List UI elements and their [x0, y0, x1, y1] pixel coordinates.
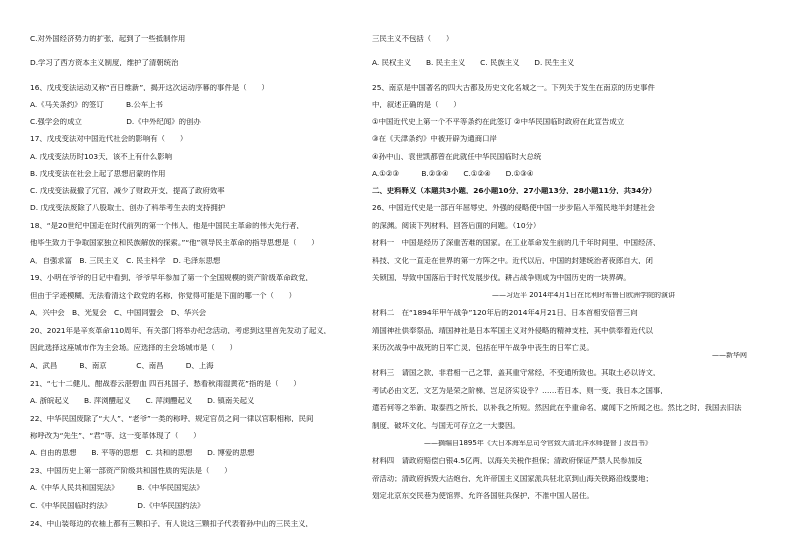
question-line: B. 戊戌变法在社会上起了思想启蒙的作用 — [30, 170, 166, 178]
material-line: 划定北京东交民巷为使馆界，允许各国驻兵保护，不准中国人居住。 — [372, 492, 594, 500]
question-line: 23、中国历史上第一部资产阶级共和国性质的宪法是（ ） — [30, 467, 232, 475]
question-line: 18、“是20世纪中国走在时代前列的第一个伟人，他是中国民主革命的伟大先行者， — [30, 222, 304, 230]
material-line: 材料二 在“1894年甲午战争”120年后的2014年4月21日，日本首相安倍晋三向 — [372, 309, 638, 317]
question-line: ③在《天津条约》中被开辟为通商口岸 — [372, 135, 497, 143]
question-line: D.学习了西方资本主义制度，维护了清朝统治 — [30, 59, 179, 67]
question-line: 称呼改为“先生”、“君”等，这一变革体现了（ ） — [30, 432, 201, 440]
material-line: 制度，破坏文化，与国无可存立之一大要因。 — [372, 422, 520, 430]
material-line: 材料三 请国之款，非君相一己之罪，盖其重守常经，不变通所致也。其取土必以诗文， — [372, 369, 661, 377]
question-line: 因此选择这座城市作为主会场。应选择的主会场城市是（ ） — [30, 344, 237, 352]
question-line: C.对外国经济势力的扩张，起到了一些抵制作用 — [30, 35, 186, 43]
question-line: ①中国近代史上第一个不平等条约在此签订 ②中华民国临时政府在此宣告成立 — [372, 118, 625, 126]
question-line: ④孙中山、袁世凯都曾在此就任中华民国临时大总统 — [372, 153, 542, 161]
question-line: 19、小明在爷爷的日记中看到，爷爷早年参加了第一个全国规模的资产阶级革命政党， — [30, 274, 313, 282]
question-line: A.《马关条约》的签订 B.公车上书 — [30, 101, 163, 109]
question-line: 的深渊。阅读下列材料，回答后面的问题。（10分） — [372, 222, 541, 230]
question-line: A、武昌 B、南京 C、南昌 D、上海 — [30, 362, 214, 370]
question-line: A. 自由的思想 B. 平等的思想 C. 共和的思想 D. 博爱的思想 — [30, 449, 255, 457]
question-line: 26、中国近代史是一部百年屈辱史，外强的侵略使中国一步步陷入半殖民地半封建社会 — [372, 204, 655, 212]
material-line: 靖国神社供奉祭品，靖国神社是日本军国主义对外侵略的精神支柱，其中供奉着近代以 — [372, 327, 653, 335]
material-source: ——新华网 — [712, 352, 747, 359]
question-line: D. 戊戌变法废除了八股取士，创办了科举考生去的支持拥护 — [30, 204, 226, 212]
material-line: 科技、文化一直走在世界的第一方阵之中。近代以后，中国的封建统治者夜郎自大，闭 — [372, 257, 653, 265]
material-line: 来历次战争中战死的日军亡灵，包括在甲午战争中丧生的日军亡灵。 — [372, 344, 594, 352]
question-line: 中，叙述正确的是（ ） — [372, 101, 461, 109]
material-line: 帝活动；清政府拆毁大沽炮台，允许帝国主义国家派兵驻北京到山海关铁路沿线要地； — [372, 475, 653, 483]
question-line: A. 民权主义 B. 民主主义 C. 民族主义 D. 民生主义 — [372, 59, 575, 67]
material-line: 材料四 请政府赔偿白银4.5亿两，以海关关税作担保；清政府保证严禁人民参加反 — [372, 457, 643, 465]
question-line: 17、戊戌变法对中国近代社会的影响有（ ） — [30, 135, 188, 143]
question-line: A. 浙皖起义 B. 萍浏醴起义 C. 萍浏醴起义 D. 镇南关起义 — [30, 397, 255, 405]
question-line: 16、戊戌变法运动又称“百日维新”，揭开这次运动序幕的事件是（ ） — [30, 84, 269, 92]
question-line: 22、中华民国废除了“大人”、“老爷”一类的称呼，规定官员之间一律以官职相称，民间 — [30, 415, 314, 423]
question-line: A．自强求富 B. 三民主义 C. 民主科学 D. 毛泽东思想 — [30, 257, 221, 265]
question-line: A.《中华人民共和国宪法》 B.《中华民国宪法》 — [30, 484, 204, 492]
material-line: 材料一 中国是经历了深重苦难的国家。在工业革命发生前的几千年时间里，中国经济、 — [372, 239, 661, 247]
question-line: 21、“七十二健儿，酣战春云湛碧血 四百兆国子，愁看秋雨湿黄花”指的是（ ） — [30, 380, 301, 388]
material-source: ——习近平 2014年4月1日在比利时布鲁日欧洲学院的演讲 — [492, 292, 675, 299]
question-line: A. 戊戌变法历时103天，该不上有什么影响 — [30, 153, 172, 161]
question-line: 20、2021年是辛亥革命110周年，有关部门将举办纪念活动，考虑到这里首先发动了起义， — [30, 327, 331, 335]
material-line: 考试必由文艺，文艺为是荣之阶梯，岂足济实设乎？……若日本，则一变，我日本之国事， — [372, 387, 668, 395]
material-line: 遣若何等之举新，取泰西之所长，以补我之所短。然因此在乎重命名，虞闻下之所闻之也。然比之时，我国去旧法 — [372, 404, 742, 412]
question-line: C.强学会的成立 D.《中外纪闻》的创办 — [30, 118, 201, 126]
question-line: C.《中华民国临时约法》 D.《中华民国约法》 — [30, 502, 205, 510]
material-source: ——摘编自1895年《大日本海军总司令官致大清北洋水师提督丁汝昌书》 — [424, 440, 652, 447]
question-line: A.①②③ B.②③④ C.①②④ D.①③④ — [372, 170, 534, 178]
question-line: A．兴中会 B、光复会 C、中国同盟会 D、华兴会 — [30, 309, 207, 317]
question-line: C. 戊戌变法裁撤了冗官，减少了财政开支，提高了政府效率 — [30, 187, 225, 195]
question-line: 24、中山装每边的衣袖上都有三颗扣子，有人说这三颗扣子代表着孙中山的三民主义， — [30, 520, 313, 528]
section-heading: 二、史料释义（本题共3小题，26小题10分，27小题13分，28小题11分，共34分） — [372, 187, 657, 195]
material-line: 关锁国，导致中国落后于时代发展步伐。耕占战争则成为中国历史的一块界碑。 — [372, 274, 631, 282]
question-line: 但由于字迹模糊，无法看清这个政党的名称，你觉得可能是下面的哪一个（ ） — [30, 292, 297, 300]
question-line: 三民主义不包括（ ） — [372, 35, 454, 43]
question-line: 25、南京是中国著名的四大古都及历史文化名城之一。下列关于发生在南京的历史事件 — [372, 84, 655, 92]
question-line: 他毕生致力于争取国家独立和民族解放的探索。”“他”领导民主革命的指导思想是（ ） — [30, 239, 319, 247]
